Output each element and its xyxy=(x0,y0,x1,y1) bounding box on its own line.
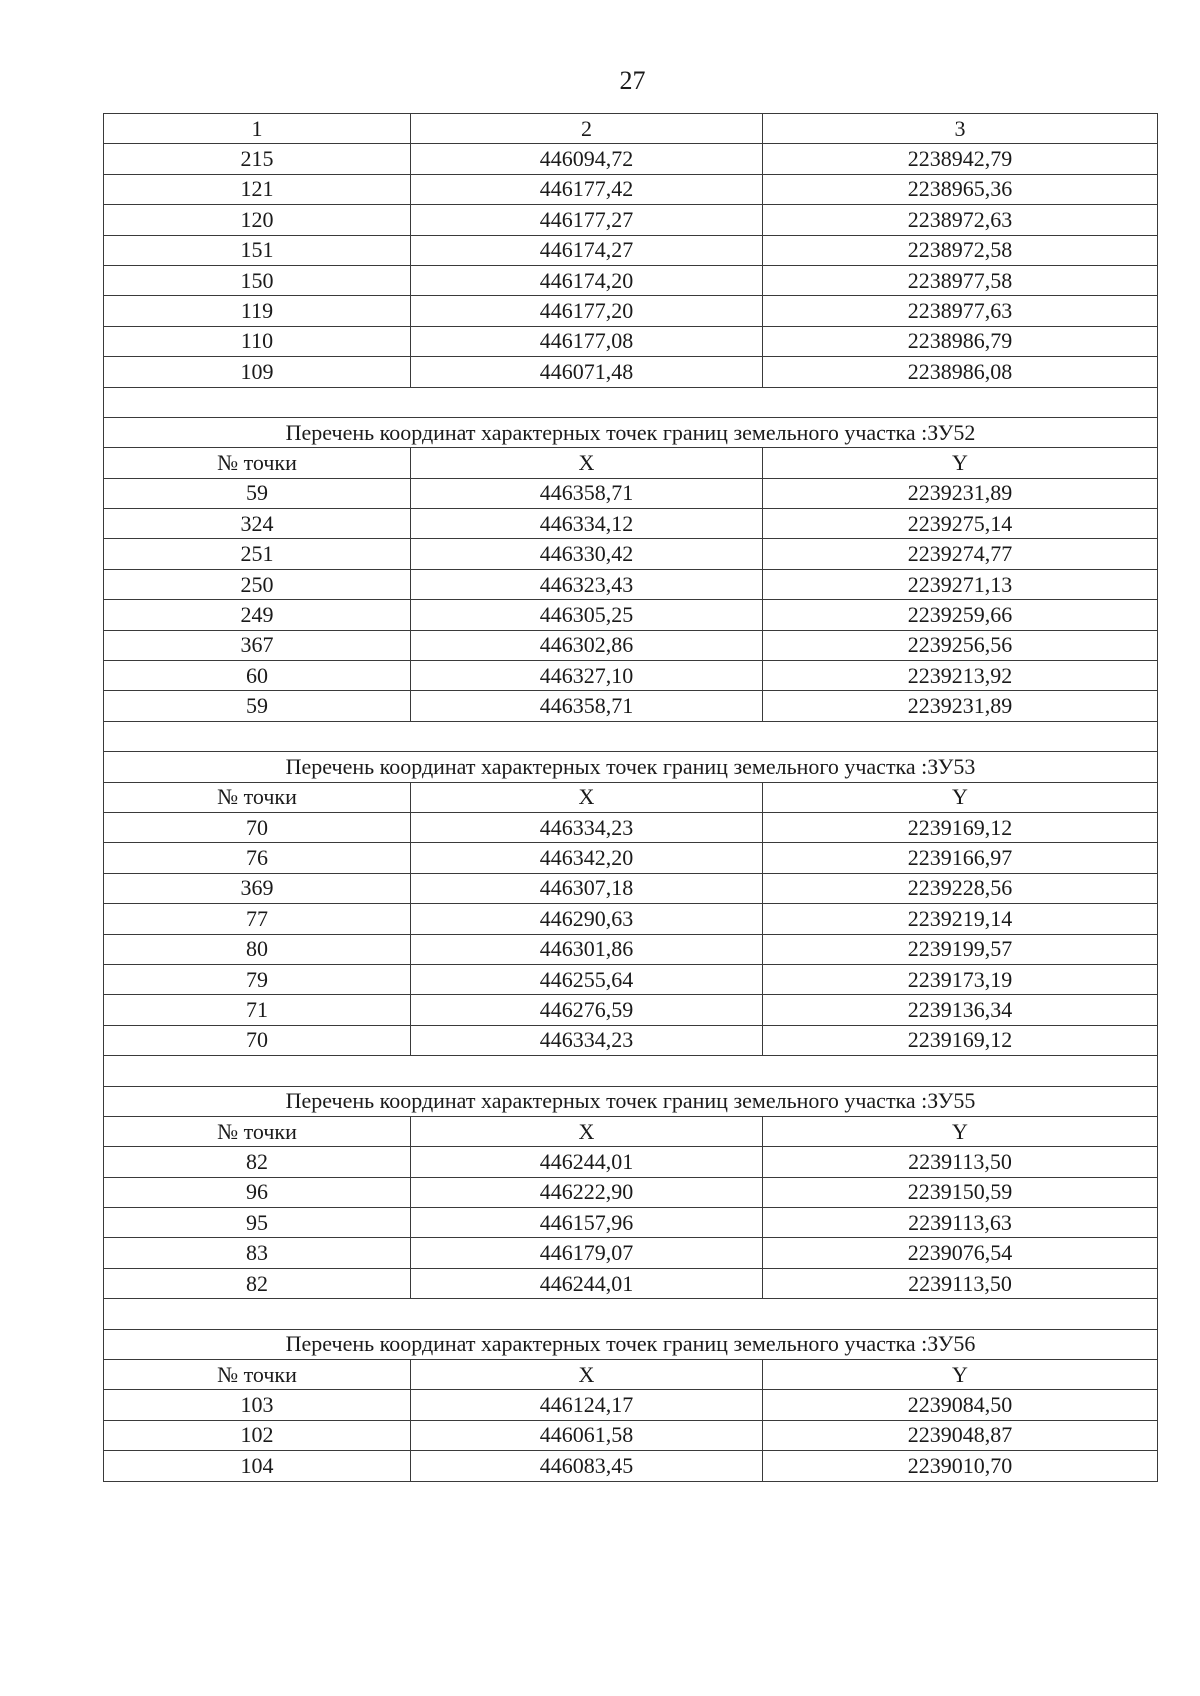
table-row xyxy=(104,174,1158,204)
point-number-cell: 80 xyxy=(104,934,411,964)
x-coordinate-cell: 446301,86 xyxy=(411,934,763,964)
x-coordinate-cell: 446071,48 xyxy=(411,357,763,387)
y-coordinate-cell: 2239169,12 xyxy=(763,1025,1158,1055)
point-number-cell: 150 xyxy=(104,265,411,295)
column-header-row xyxy=(104,782,1158,812)
point-number-cell: 151 xyxy=(104,235,411,265)
point-number-cell: 70 xyxy=(104,812,411,842)
x-coordinate-cell: 446174,20 xyxy=(411,265,763,295)
y-coordinate-cell: 2238972,63 xyxy=(763,205,1158,235)
y-coordinate-cell: 2239274,77 xyxy=(763,539,1158,569)
y-coordinate-cell: 2239271,13 xyxy=(763,569,1158,599)
y-coordinate-cell: 2239076,54 xyxy=(763,1238,1158,1268)
table-row xyxy=(104,1420,1158,1450)
table-row xyxy=(104,964,1158,994)
x-coordinate-cell: 446290,63 xyxy=(411,904,763,934)
x-coordinate-cell: 446302,86 xyxy=(411,630,763,660)
table-row xyxy=(104,326,1158,356)
point-number-cell: 369 xyxy=(104,873,411,903)
table-row xyxy=(104,1025,1158,1055)
column-header-row xyxy=(104,1116,1158,1146)
x-coordinate-cell: 446342,20 xyxy=(411,843,763,873)
y-coordinate-cell: 2238972,58 xyxy=(763,235,1158,265)
x-coordinate-cell: 446177,20 xyxy=(411,296,763,326)
point-number-cell: 119 xyxy=(104,296,411,326)
x-coordinate-cell: 446177,08 xyxy=(411,326,763,356)
section-title: Перечень координат характерных точек границ земельного участка :ЗУ53 xyxy=(104,752,1158,782)
table-row xyxy=(104,1390,1158,1420)
point-number-cell: 60 xyxy=(104,661,411,691)
y-coordinate-cell: 2239213,92 xyxy=(763,661,1158,691)
point-number-cell: 95 xyxy=(104,1208,411,1238)
coordinates-table-body xyxy=(104,114,1158,1482)
point-number-cell: 215 xyxy=(104,144,411,174)
y-coordinate-cell: 2239173,19 xyxy=(763,964,1158,994)
table-row xyxy=(104,144,1158,174)
header-y: Y xyxy=(763,1360,1158,1390)
section-spacer-row xyxy=(104,387,1158,417)
y-coordinate-cell: 2239275,14 xyxy=(763,509,1158,539)
x-coordinate-cell: 446222,90 xyxy=(411,1177,763,1207)
x-coordinate-cell: 446334,23 xyxy=(411,812,763,842)
x-coordinate-cell: 446305,25 xyxy=(411,600,763,630)
table-row xyxy=(104,691,1158,721)
table-row xyxy=(104,904,1158,934)
x-coordinate-cell: 446276,59 xyxy=(411,995,763,1025)
y-coordinate-cell: 2238977,63 xyxy=(763,296,1158,326)
point-number-cell: 120 xyxy=(104,205,411,235)
section-spacer-row xyxy=(104,1299,1158,1329)
y-coordinate-cell: 2239048,87 xyxy=(763,1420,1158,1450)
point-number-cell: 82 xyxy=(104,1268,411,1298)
x-coordinate-cell: 446323,43 xyxy=(411,569,763,599)
spacer-cell xyxy=(104,387,1158,417)
table-row xyxy=(104,934,1158,964)
column-number-3: 3 xyxy=(763,114,1158,144)
table-row xyxy=(104,1208,1158,1238)
x-coordinate-cell: 446334,12 xyxy=(411,509,763,539)
point-number-cell: 250 xyxy=(104,569,411,599)
header-x: X xyxy=(411,1116,763,1146)
x-coordinate-cell: 446124,17 xyxy=(411,1390,763,1420)
x-coordinate-cell: 446255,64 xyxy=(411,964,763,994)
table-row xyxy=(104,995,1158,1025)
column-number-1: 1 xyxy=(104,114,411,144)
section-title-row xyxy=(104,1329,1158,1359)
y-coordinate-cell: 2239231,89 xyxy=(763,478,1158,508)
table-row xyxy=(104,1268,1158,1298)
y-coordinate-cell: 2238965,36 xyxy=(763,174,1158,204)
point-number-cell: 102 xyxy=(104,1420,411,1450)
header-y: Y xyxy=(763,782,1158,812)
y-coordinate-cell: 2239136,34 xyxy=(763,995,1158,1025)
y-coordinate-cell: 2239259,66 xyxy=(763,600,1158,630)
point-number-cell: 96 xyxy=(104,1177,411,1207)
column-header-row xyxy=(104,1360,1158,1390)
table-row xyxy=(104,600,1158,630)
table-row xyxy=(104,509,1158,539)
header-x: X xyxy=(411,448,763,478)
table-row xyxy=(104,630,1158,660)
x-coordinate-cell: 446177,27 xyxy=(411,205,763,235)
x-coordinate-cell: 446307,18 xyxy=(411,873,763,903)
section-title-row xyxy=(104,752,1158,782)
header-point-number: № точки xyxy=(104,448,411,478)
table-row xyxy=(104,1147,1158,1177)
point-number-cell: 324 xyxy=(104,509,411,539)
table-row xyxy=(104,843,1158,873)
point-number-cell: 70 xyxy=(104,1025,411,1055)
point-number-cell: 79 xyxy=(104,964,411,994)
header-y: Y xyxy=(763,448,1158,478)
point-number-cell: 83 xyxy=(104,1238,411,1268)
x-coordinate-cell: 446083,45 xyxy=(411,1451,763,1481)
table-row xyxy=(104,205,1158,235)
y-coordinate-cell: 2239219,14 xyxy=(763,904,1158,934)
table-row xyxy=(104,539,1158,569)
point-number-cell: 249 xyxy=(104,600,411,630)
y-coordinate-cell: 2239113,50 xyxy=(763,1268,1158,1298)
y-coordinate-cell: 2239228,56 xyxy=(763,873,1158,903)
y-coordinate-cell: 2239231,89 xyxy=(763,691,1158,721)
spacer-cell xyxy=(104,1299,1158,1329)
x-coordinate-cell: 446244,01 xyxy=(411,1268,763,1298)
table-row xyxy=(104,265,1158,295)
point-number-cell: 76 xyxy=(104,843,411,873)
table-row xyxy=(104,478,1158,508)
point-number-cell: 367 xyxy=(104,630,411,660)
y-coordinate-cell: 2239010,70 xyxy=(763,1451,1158,1481)
x-coordinate-cell: 446327,10 xyxy=(411,661,763,691)
table-row xyxy=(104,661,1158,691)
header-x: X xyxy=(411,782,763,812)
x-coordinate-cell: 446174,27 xyxy=(411,235,763,265)
table-row xyxy=(104,1177,1158,1207)
x-coordinate-cell: 446358,71 xyxy=(411,478,763,508)
section-spacer-row xyxy=(104,1056,1158,1086)
column-number-row xyxy=(104,114,1158,144)
section-title: Перечень координат характерных точек границ земельного участка :ЗУ56 xyxy=(104,1329,1158,1359)
column-header-row xyxy=(104,448,1158,478)
y-coordinate-cell: 2238942,79 xyxy=(763,144,1158,174)
point-number-cell: 82 xyxy=(104,1147,411,1177)
y-coordinate-cell: 2239113,50 xyxy=(763,1147,1158,1177)
section-title: Перечень координат характерных точек границ земельного участка :ЗУ52 xyxy=(104,417,1158,447)
section-title-row xyxy=(104,1086,1158,1116)
point-number-cell: 71 xyxy=(104,995,411,1025)
table-row xyxy=(104,1238,1158,1268)
x-coordinate-cell: 446358,71 xyxy=(411,691,763,721)
y-coordinate-cell: 2239113,63 xyxy=(763,1208,1158,1238)
x-coordinate-cell: 446061,58 xyxy=(411,1420,763,1450)
y-coordinate-cell: 2239166,97 xyxy=(763,843,1158,873)
header-point-number: № точки xyxy=(104,1360,411,1390)
x-coordinate-cell: 446177,42 xyxy=(411,174,763,204)
point-number-cell: 251 xyxy=(104,539,411,569)
section-title-row xyxy=(104,417,1158,447)
column-number-2: 2 xyxy=(411,114,763,144)
header-x: X xyxy=(411,1360,763,1390)
section-title: Перечень координат характерных точек границ земельного участка :ЗУ55 xyxy=(104,1086,1158,1116)
y-coordinate-cell: 2238986,79 xyxy=(763,326,1158,356)
y-coordinate-cell: 2239169,12 xyxy=(763,812,1158,842)
header-y: Y xyxy=(763,1116,1158,1146)
spacer-cell xyxy=(104,721,1158,751)
y-coordinate-cell: 2239150,59 xyxy=(763,1177,1158,1207)
point-number-cell: 77 xyxy=(104,904,411,934)
header-point-number: № точки xyxy=(104,782,411,812)
x-coordinate-cell: 446094,72 xyxy=(411,144,763,174)
x-coordinate-cell: 446244,01 xyxy=(411,1147,763,1177)
coordinates-table xyxy=(103,113,1158,1482)
point-number-cell: 109 xyxy=(104,357,411,387)
table-row xyxy=(104,1451,1158,1481)
point-number-cell: 59 xyxy=(104,478,411,508)
page-number: 27 xyxy=(619,66,646,95)
y-coordinate-cell: 2239256,56 xyxy=(763,630,1158,660)
table-row xyxy=(104,873,1158,903)
table-row xyxy=(104,812,1158,842)
y-coordinate-cell: 2238986,08 xyxy=(763,357,1158,387)
spacer-cell xyxy=(104,1056,1158,1086)
table-row xyxy=(104,569,1158,599)
table-row xyxy=(104,296,1158,326)
x-coordinate-cell: 446334,23 xyxy=(411,1025,763,1055)
y-coordinate-cell: 2239199,57 xyxy=(763,934,1158,964)
point-number-cell: 110 xyxy=(104,326,411,356)
x-coordinate-cell: 446157,96 xyxy=(411,1208,763,1238)
y-coordinate-cell: 2239084,50 xyxy=(763,1390,1158,1420)
x-coordinate-cell: 446179,07 xyxy=(411,1238,763,1268)
x-coordinate-cell: 446330,42 xyxy=(411,539,763,569)
point-number-cell: 59 xyxy=(104,691,411,721)
point-number-cell: 104 xyxy=(104,1451,411,1481)
y-coordinate-cell: 2238977,58 xyxy=(763,265,1158,295)
table-row xyxy=(104,235,1158,265)
point-number-cell: 121 xyxy=(104,174,411,204)
section-spacer-row xyxy=(104,721,1158,751)
point-number-cell: 103 xyxy=(104,1390,411,1420)
table-row xyxy=(104,357,1158,387)
header-point-number: № точки xyxy=(104,1116,411,1146)
